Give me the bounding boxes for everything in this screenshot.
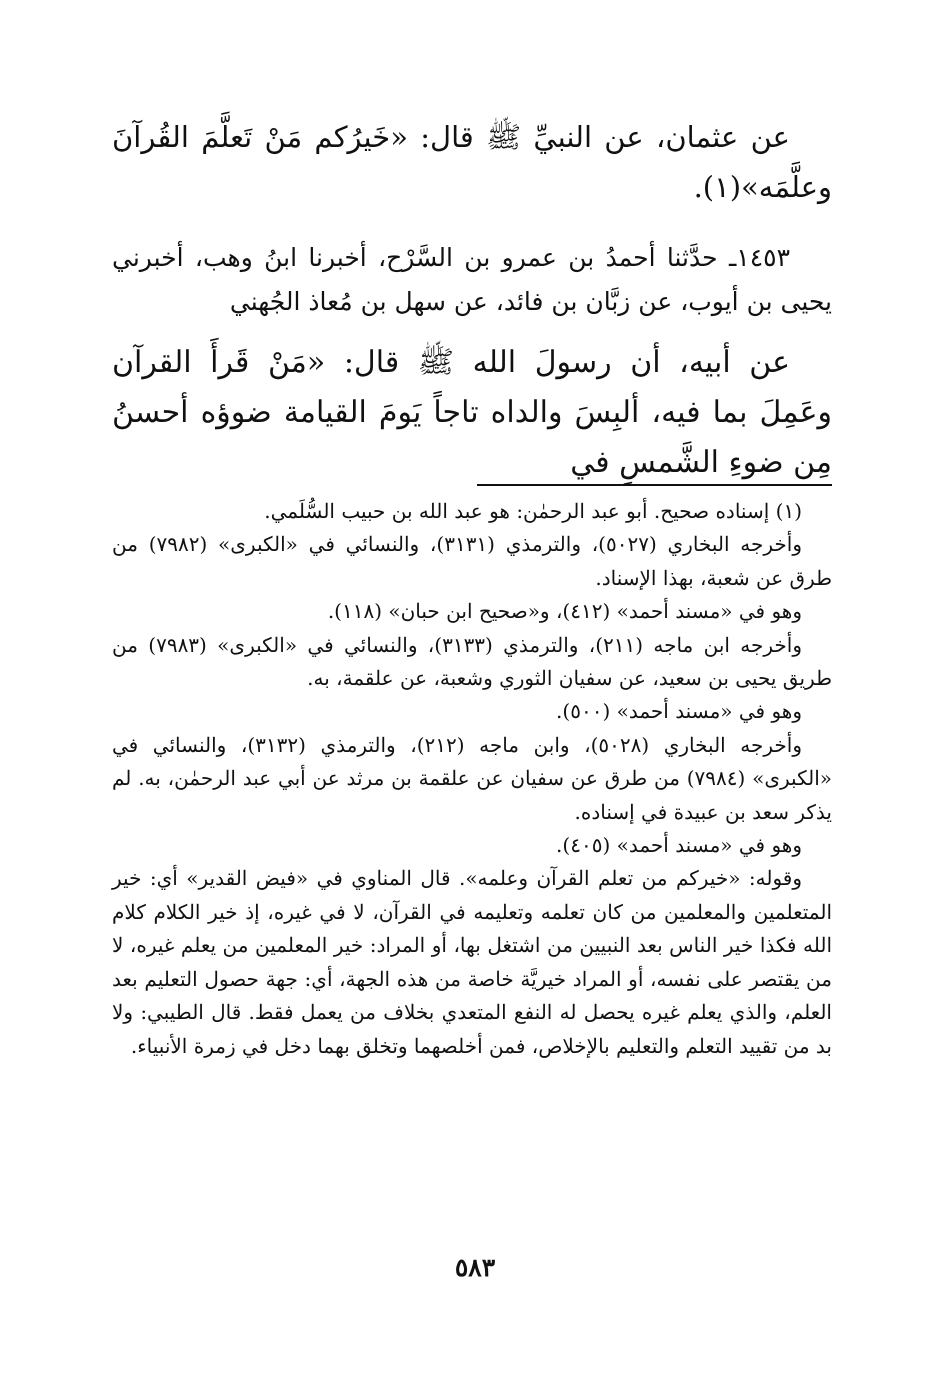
footnote-paragraph: وهو في «مسند أحمد» (٤١٢)، و«صحيح ابن حبان» (١١٨). [327,599,802,624]
hadith-1453-matn-paragraph: عن أبيه، أن رسولَ الله ﷺ قال: «مَنْ قَرأَ القرآن وعَمِلَ بما فيه، ألبِسَ والداه تاجاً يَومَ القيامة ضوؤه أحسنُ مِن ضوءِ الشَّمسِ في [112,345,832,480]
footnote-paragraph: وهو في «مسند أحمد» (٥٠٠). [556,699,802,724]
footnote-paragraph: وأخرجه ابن ماجه (٢١١)، والترمذي (٣١٣٣)، والنسائي في «الكبرى» (٧٩٨٣) من طريق يحيى بن سعيد، عن سفيان الثوري وشعبة، عن علقمة، به. [112,632,832,691]
footnote-paragraph: وهو في «مسند أحمد» (٤٠٥). [556,833,802,858]
footnote-paragraph: (١) إسناده صحيح. أبو عبد الرحمٰن: هو عبد الله بن حبيب السُّلَمي. [264,499,802,523]
footnote-paragraph: وقوله: «خيركم من تعلم القرآن وعلمه». قال المناوي في «فيض القدير» أي: خير المتعلمين والمعلمين من كان تعلمه وتعليمه في القرآن، لا في غيره، إذ خير الكلام كلام الله فكذا خير الناس بعد النبيين من اشتغل بها، أو المراد: خير المعلمين من يعلم غيره، لا من يقتصر على نفسه، أو المراد خيريَّة خاصة من هذه الجهة، أي: جهة حصول التعليم بعد العلم، والذي يعلم غيره يحصل له النفع المتعدي بخلاف من يعمل فقط. قال الطيبي: ولا بد من تقييد التعلم والتعليم بالإخلاص، فمن أخلصهما وتخلق بهما دخل في زمرة الأنبياء. [112,866,832,1058]
footnote-divider [477,484,832,486]
hadith-1453-isnad-paragraph: ١٤٥٣ـ حدَّثنا أحمدُ بن عمرو بن السَّرْح، أخبرنا ابنُ وهب، أخبرني يحيى بن أيوب، عن زبَّان بن فائد، عن سهل بن مُعاذ الجُهني [112,243,832,316]
footnotes [112,495,832,1063]
footnote-paragraph: وأخرجه البخاري (٥٠٢٨)، وابن ماجه (٢١٢)، والترمذي (٣١٣٢)، والنسائي في «الكبرى» (٧٩٨٤) من طرق عن سفيان عن علقمة بن مرثد عن أبي عبد الرحمٰن، به. لم يذكر سعد بن عبيدة في إسناده. [112,732,832,824]
footnote-paragraph: وأخرجه البخاري (٥٠٢٧)، والترمذي (٣١٣١)، والنسائي في «الكبرى» (٧٩٨٢) من طرق عن شعبة، بهذا الإسناد. [112,532,832,590]
page-number: ٥٨٣ [454,1253,496,1282]
hadith-continuation-paragraph: عن عثمان، عن النبيِّ ﷺ قال: «خَيرُكم مَنْ تَعلَّمَ القُرآنَ وعلَّمَه»(١). [112,120,832,204]
main-text [112,112,832,488]
